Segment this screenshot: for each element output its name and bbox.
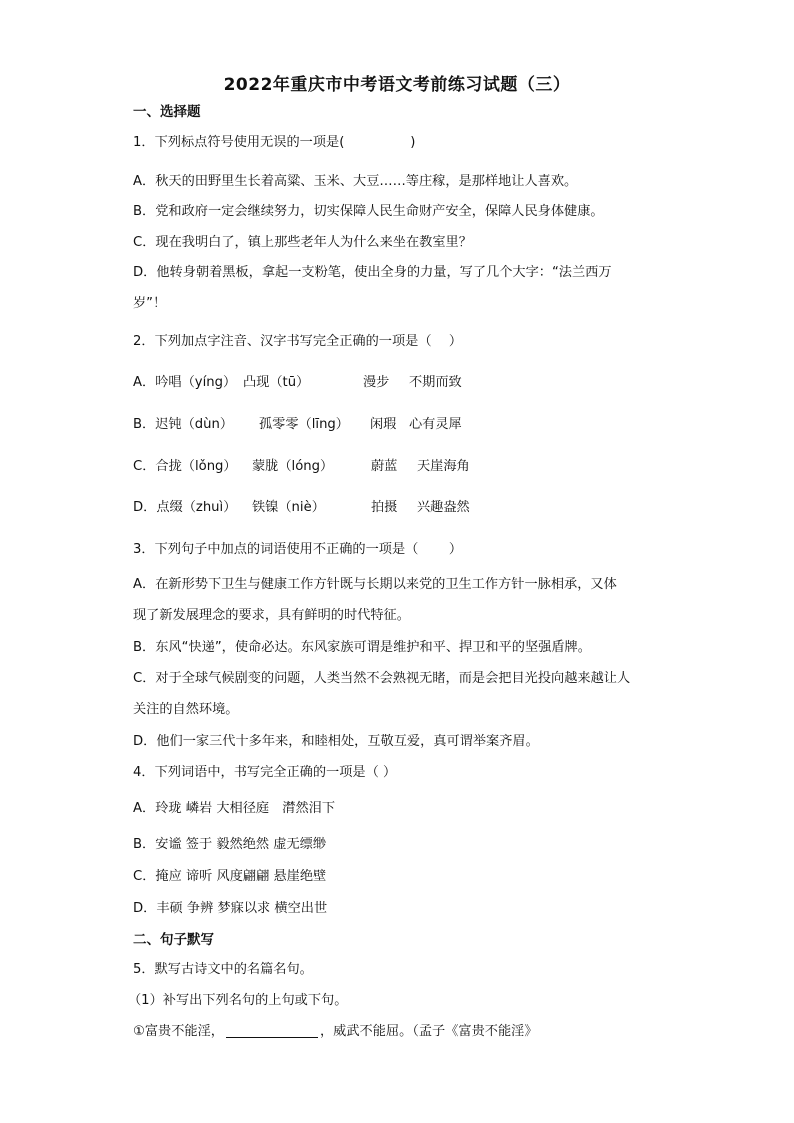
q2-c-item2: 蒙胧（lóng）: [252, 459, 334, 474]
q3-option-c-line1: C．对于全球气候剧变的问题，人类当然不会熟视无睹，而是会把目光投向越来越让人: [133, 671, 631, 686]
q5-item1-pre: ①富贵不能淫，: [133, 1024, 224, 1039]
q1-option-c: C．现在我明白了，镇上那些老年人为什么来坐在教室里？: [133, 235, 472, 250]
q2-option-d: [133, 498, 470, 518]
q3-option-a-line1: A．在新形势下卫生与健康工作方针既与长期以来党的卫生工作方针一脉相承，又体: [133, 577, 617, 592]
section-heading-choice: 一、选择题: [133, 104, 201, 120]
q2-b-item3: 闲瑕: [370, 417, 397, 432]
q5-item1-post: ，威武不能屈。（孟子《富贵不能淫》: [319, 1024, 538, 1039]
q2-a-item2: 凸现（tū）: [243, 375, 310, 390]
q2-b-item4: 心有灵犀: [409, 417, 462, 432]
q2-option-c: [133, 457, 470, 477]
q4-option-c: C．掩应 谛听 风度翩翩 悬崖绝壁: [133, 869, 327, 884]
q4-option-d: D．丰硕 争辨 梦寐以求 横空出世: [133, 901, 328, 916]
q5-sub1: （1）补写出下列名句的上句或下句。: [128, 993, 348, 1008]
q3-option-d: D．他们一家三代十多年来，和睦相处，互敬互爱，真可谓举案齐眉。: [133, 734, 539, 749]
q5-item1: [133, 1022, 538, 1042]
q3-stem: 3．下列句子中加点的词语使用不正确的一项是（ ）: [133, 542, 463, 557]
q2-c-item1: C．合拢（lǒng）: [133, 459, 237, 474]
q2-d-item2: 铁镍（niè）: [252, 500, 325, 515]
section-heading-dictation: 二、句子默写: [133, 932, 214, 948]
q2-c-item4: 天崖海角: [417, 459, 470, 474]
q2-a-item4: 不期而致: [409, 375, 462, 390]
answer-blank[interactable]: [226, 1023, 318, 1038]
q2-option-a: [133, 373, 462, 393]
q3-option-b: B．东风“快递”，使命必达。东风家族可谓是维护和平、捍卫和平的坚强盾牌。: [133, 640, 591, 655]
q2-stem: 2．下列加点字注音、汉字书写完全正确的一项是（ ）: [133, 334, 463, 349]
q2-d-item3: 拍摄: [371, 500, 398, 515]
q3-option-a-line2: 现了新发展理念的要求，具有鲜明的时代特征。: [133, 608, 410, 623]
q1-option-d-line2: 岁”！: [133, 296, 167, 311]
q2-c-item3: 蔚蓝: [371, 459, 398, 474]
q1-stem: 1．下列标点符号使用无误的一项是( ): [133, 135, 416, 150]
q2-b-item1: B．迟钝（dùn）: [133, 417, 234, 432]
q3-option-c-line2: 关注的自然环境。: [133, 702, 239, 717]
q1-option-a: A．秋天的田野里生长着高粱、玉米、大豆……等庄稼，是那样地让人喜欢。: [133, 174, 578, 189]
q4-option-a: A．玲珑 嶙岩 大相径庭 潸然泪下: [133, 801, 336, 816]
q4-stem: 4．下列词语中，书写完全正确的一项是（ ）: [133, 765, 397, 780]
q1-option-d-line1: D．他转身朝着黑板，拿起一支粉笔，使出全身的力量，写了几个大字：“法兰西万: [133, 265, 612, 280]
q2-d-item4: 兴趣盎然: [417, 500, 470, 515]
q2-d-item1: D．点缀（zhuì）: [133, 500, 237, 515]
q2-b-item2: 孤零零（līng）: [259, 417, 349, 432]
q5-stem: 5．默写古诗文中的名篇名句。: [133, 962, 313, 977]
page-title: 2022年重庆市中考语文考前练习试题（三）: [223, 75, 571, 95]
q4-option-b: B．安谧 签于 毅然绝然 虚无缥缈: [133, 837, 327, 852]
q2-option-b: [133, 415, 462, 435]
q2-a-item1: A．吟唱（yíng）: [133, 375, 237, 390]
q2-a-item3: 漫步: [363, 375, 390, 390]
q1-option-b: B．党和政府一定会继续努力，切实保障人民生命财产安全，保障人民身体健康。: [133, 204, 604, 219]
